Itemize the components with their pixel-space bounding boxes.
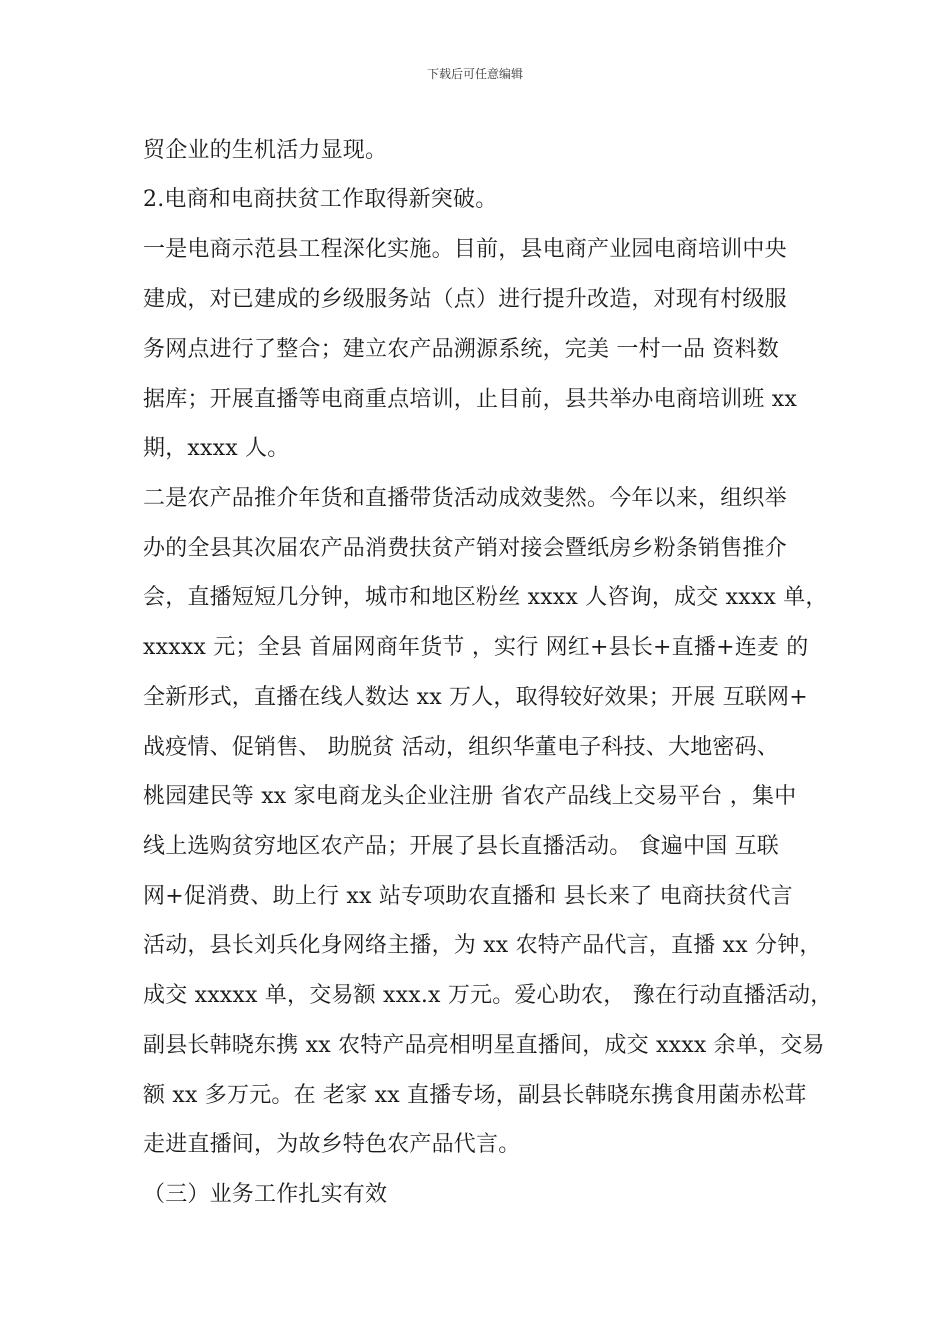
body-line-16: 网+促消费、助上行 xx 站专项助农直播和 县长来了 电商扶贫代言 xyxy=(143,884,793,909)
body-line-17: 活动，县长刘兵化身网络主播，为 xx 农特产品代言，直播 xx 分钟， xyxy=(143,933,822,958)
body-line-12: 全新形式，直播在线人数达 xx 万人，取得较好效果；开展 互联网+ xyxy=(143,685,808,710)
body-line-7: 期，xxxx 人。 xyxy=(143,436,290,461)
body-line-8: 二是农产品推介年货和直播带货活动成效斐然。今年以来，组织举 xyxy=(143,486,787,511)
body-line-2: 2.电商和电商扶贫工作取得新突破。 xyxy=(143,187,498,212)
body-line-10: 会，直播短短几分钟，城市和地区粉丝 xxxx 人咨询，成交 xxxx 单， xyxy=(143,585,828,610)
body-line-19: 副县长韩晓东携 xx 农特产品亮相明星直播间，成交 xxxx 余单，交易 xyxy=(143,1033,825,1058)
body-line-15: 线上选购贫穷地区农产品；开展了县长直播活动。 食遍中国 互联 xyxy=(143,834,779,859)
body-line-6: 据库；开展直播等电商重点培训，止目前，县共举办电商培训班 xx xyxy=(143,387,798,412)
body-line-9: 办的全县其次届农产品消费扶贫产销对接会暨纸房乡粉条销售推介 xyxy=(143,536,787,561)
body-line-20: 额 xx 多万元。在 老家 xx 直播专场，副县长韩晓东携食用菌赤松茸 xyxy=(143,1083,807,1108)
section-heading: （三）业务工作扎实有效 xyxy=(143,1182,388,1207)
body-line-18: 成交 xxxxx 单，交易额 xxx.x 万元。爱心助农， 豫在行动直播活动， xyxy=(143,983,833,1008)
body-line-13: 战疫情、促销售、 助脱贫 活动，组织华董电子科技、大地密码、 xyxy=(143,735,779,760)
body-line-4: 建成，对已建成的乡级服务站（点）进行提升改造，对现有村级服 xyxy=(143,287,787,312)
body-line-11: xxxxx 元；全县 首届网商年货节 ，实行 网红+县长+直播+连麦 的 xyxy=(143,635,809,660)
body-line-14: 桃园建民等 xx 家电商龙头企业注册 省农产品线上交易平台 ，集中 xyxy=(143,784,797,809)
page-header: 下载后可任意编辑 xyxy=(426,67,523,81)
body-line-1: 贸企业的生机活力显现。 xyxy=(143,138,388,163)
body-line-3: 一是电商示范县工程深化实施。目前，县电商产业园电商培训中央 xyxy=(143,237,787,262)
body-line-21: 走进直播间，为故乡特色农产品代言。 xyxy=(143,1132,521,1157)
body-line-5: 务网点进行了整合；建立农产品溯源系统，完美 一村一品 资料数 xyxy=(143,337,779,362)
